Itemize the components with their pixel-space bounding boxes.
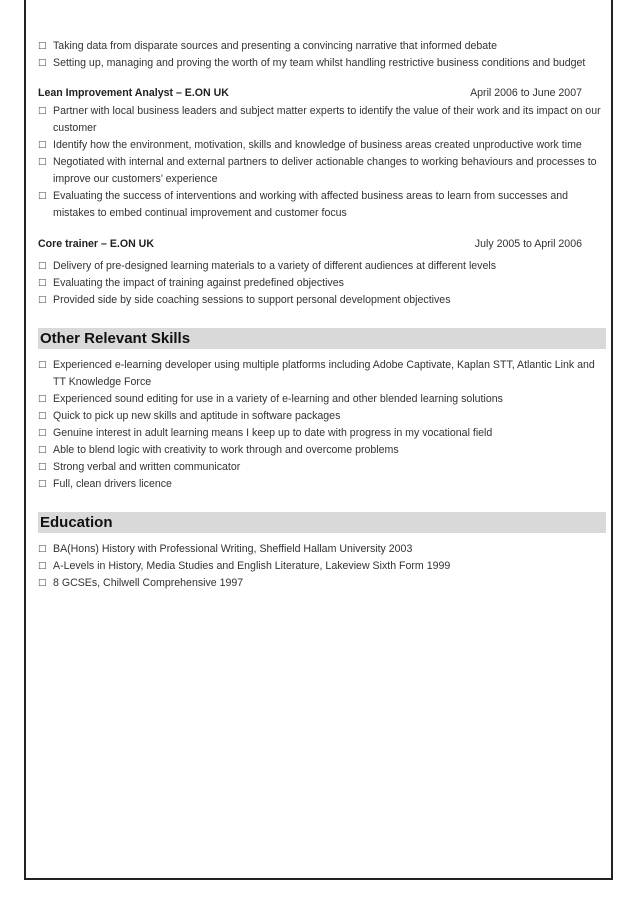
bullet-icon: □ bbox=[38, 462, 47, 472]
list-item bbox=[38, 55, 606, 72]
bullet-icon: □ bbox=[38, 445, 47, 455]
bullet-text: Taking data from disparate sources and presenting a convincing narrative that informed debate bbox=[53, 40, 498, 52]
bullet-text: Delivery of pre-designed learning materials to a variety of different audiences at different levels bbox=[53, 260, 497, 272]
bullet-icon: □ bbox=[38, 278, 47, 288]
list-item bbox=[38, 442, 606, 459]
list-item bbox=[38, 408, 606, 425]
bullet-text: Experienced sound editing for use in a variety of e-learning and other blended learning solutions bbox=[53, 393, 503, 405]
bullet-icon: □ bbox=[38, 578, 47, 588]
bullet-icon: □ bbox=[38, 140, 47, 150]
skills-bullet-list bbox=[38, 357, 606, 493]
bullet-icon: □ bbox=[38, 106, 47, 116]
bullet-text: A-Levels in History, Media Studies and English Literature, Lakeview Sixth Form 1999 bbox=[53, 560, 451, 572]
bullet-text: Evaluating the success of interventions and working with affected business areas to learn from successes and mistakes to embed continual improvement and customer focus bbox=[53, 190, 569, 219]
job-title: Core trainer – E.ON UK bbox=[38, 238, 154, 250]
bullet-text: 8 GCSEs, Chilwell Comprehensive 1997 bbox=[53, 577, 244, 589]
bullet-text: Identify how the environment, motivation, skills and knowledge of business areas created unproductive work time bbox=[53, 139, 582, 151]
list-item bbox=[38, 459, 606, 476]
list-item bbox=[38, 425, 606, 442]
list-item bbox=[38, 103, 606, 137]
list-item bbox=[38, 188, 606, 222]
job-header bbox=[38, 236, 606, 253]
bullet-text: Genuine interest in adult learning means I keep up to date with progress in my vocational field bbox=[53, 427, 493, 439]
bullet-icon: □ bbox=[38, 191, 47, 201]
list-item bbox=[38, 541, 606, 558]
bullet-icon: □ bbox=[38, 479, 47, 489]
list-item bbox=[38, 275, 606, 292]
education-bullet-list bbox=[38, 541, 606, 592]
bullet-text: Able to blend logic with creativity to work through and overcome problems bbox=[53, 444, 399, 456]
list-item bbox=[38, 391, 606, 408]
intro-bullet-list bbox=[38, 38, 606, 72]
list-item bbox=[38, 357, 606, 391]
bullet-text: Provided side by side coaching sessions to support personal development objectives bbox=[53, 294, 451, 306]
cv-page bbox=[38, 38, 606, 592]
bullet-text: Evaluating the impact of training against predefined objectives bbox=[53, 277, 344, 289]
section-heading-education: Education bbox=[38, 512, 606, 533]
list-item bbox=[38, 258, 606, 275]
bullet-icon: □ bbox=[38, 295, 47, 305]
job-bullet-list bbox=[38, 258, 606, 309]
bullet-icon: □ bbox=[38, 544, 47, 554]
bullet-icon: □ bbox=[38, 58, 47, 68]
bullet-text: Experienced e-learning developer using multiple platforms including Adobe Captivate, Kaplan STT, Atlantic Link and TT Knowledge Force bbox=[53, 359, 595, 388]
list-item bbox=[38, 575, 606, 592]
bullet-text: Strong verbal and written communicator bbox=[53, 461, 241, 473]
bullet-icon: □ bbox=[38, 428, 47, 438]
job-bullet-list bbox=[38, 103, 606, 222]
list-item bbox=[38, 292, 606, 309]
bullet-icon: □ bbox=[38, 261, 47, 271]
bullet-text: Negotiated with internal and external partners to deliver actionable changes to working behaviours and processes to improve our customers’ experience bbox=[53, 156, 597, 185]
job-dates: April 2006 to June 2007 bbox=[470, 87, 582, 99]
bullet-icon: □ bbox=[38, 561, 47, 571]
list-item bbox=[38, 476, 606, 493]
bullet-icon: □ bbox=[38, 41, 47, 51]
job-title: Lean Improvement Analyst – E.ON UK bbox=[38, 87, 229, 99]
bullet-text: BA(Hons) History with Professional Writing, Sheffield Hallam University 2003 bbox=[53, 543, 413, 555]
list-item bbox=[38, 154, 606, 188]
job-header bbox=[38, 85, 606, 102]
bullet-text: Full, clean drivers licence bbox=[53, 478, 172, 490]
list-item bbox=[38, 558, 606, 575]
bullet-text: Quick to pick up new skills and aptitude in software packages bbox=[53, 410, 341, 422]
bullet-text: Setting up, managing and proving the worth of my team whilst handling restrictive business conditions and budget bbox=[53, 57, 586, 69]
list-item bbox=[38, 137, 606, 154]
list-item bbox=[38, 38, 606, 55]
bullet-icon: □ bbox=[38, 394, 47, 404]
section-heading-skills: Other Relevant Skills bbox=[38, 328, 606, 349]
bullet-text: Partner with local business leaders and subject matter experts to identify the value of their work and its impact on our customer bbox=[53, 105, 601, 134]
bullet-icon: □ bbox=[38, 411, 47, 421]
bullet-icon: □ bbox=[38, 360, 47, 370]
job-dates: July 2005 to April 2006 bbox=[474, 238, 582, 250]
bullet-icon: □ bbox=[38, 157, 47, 167]
